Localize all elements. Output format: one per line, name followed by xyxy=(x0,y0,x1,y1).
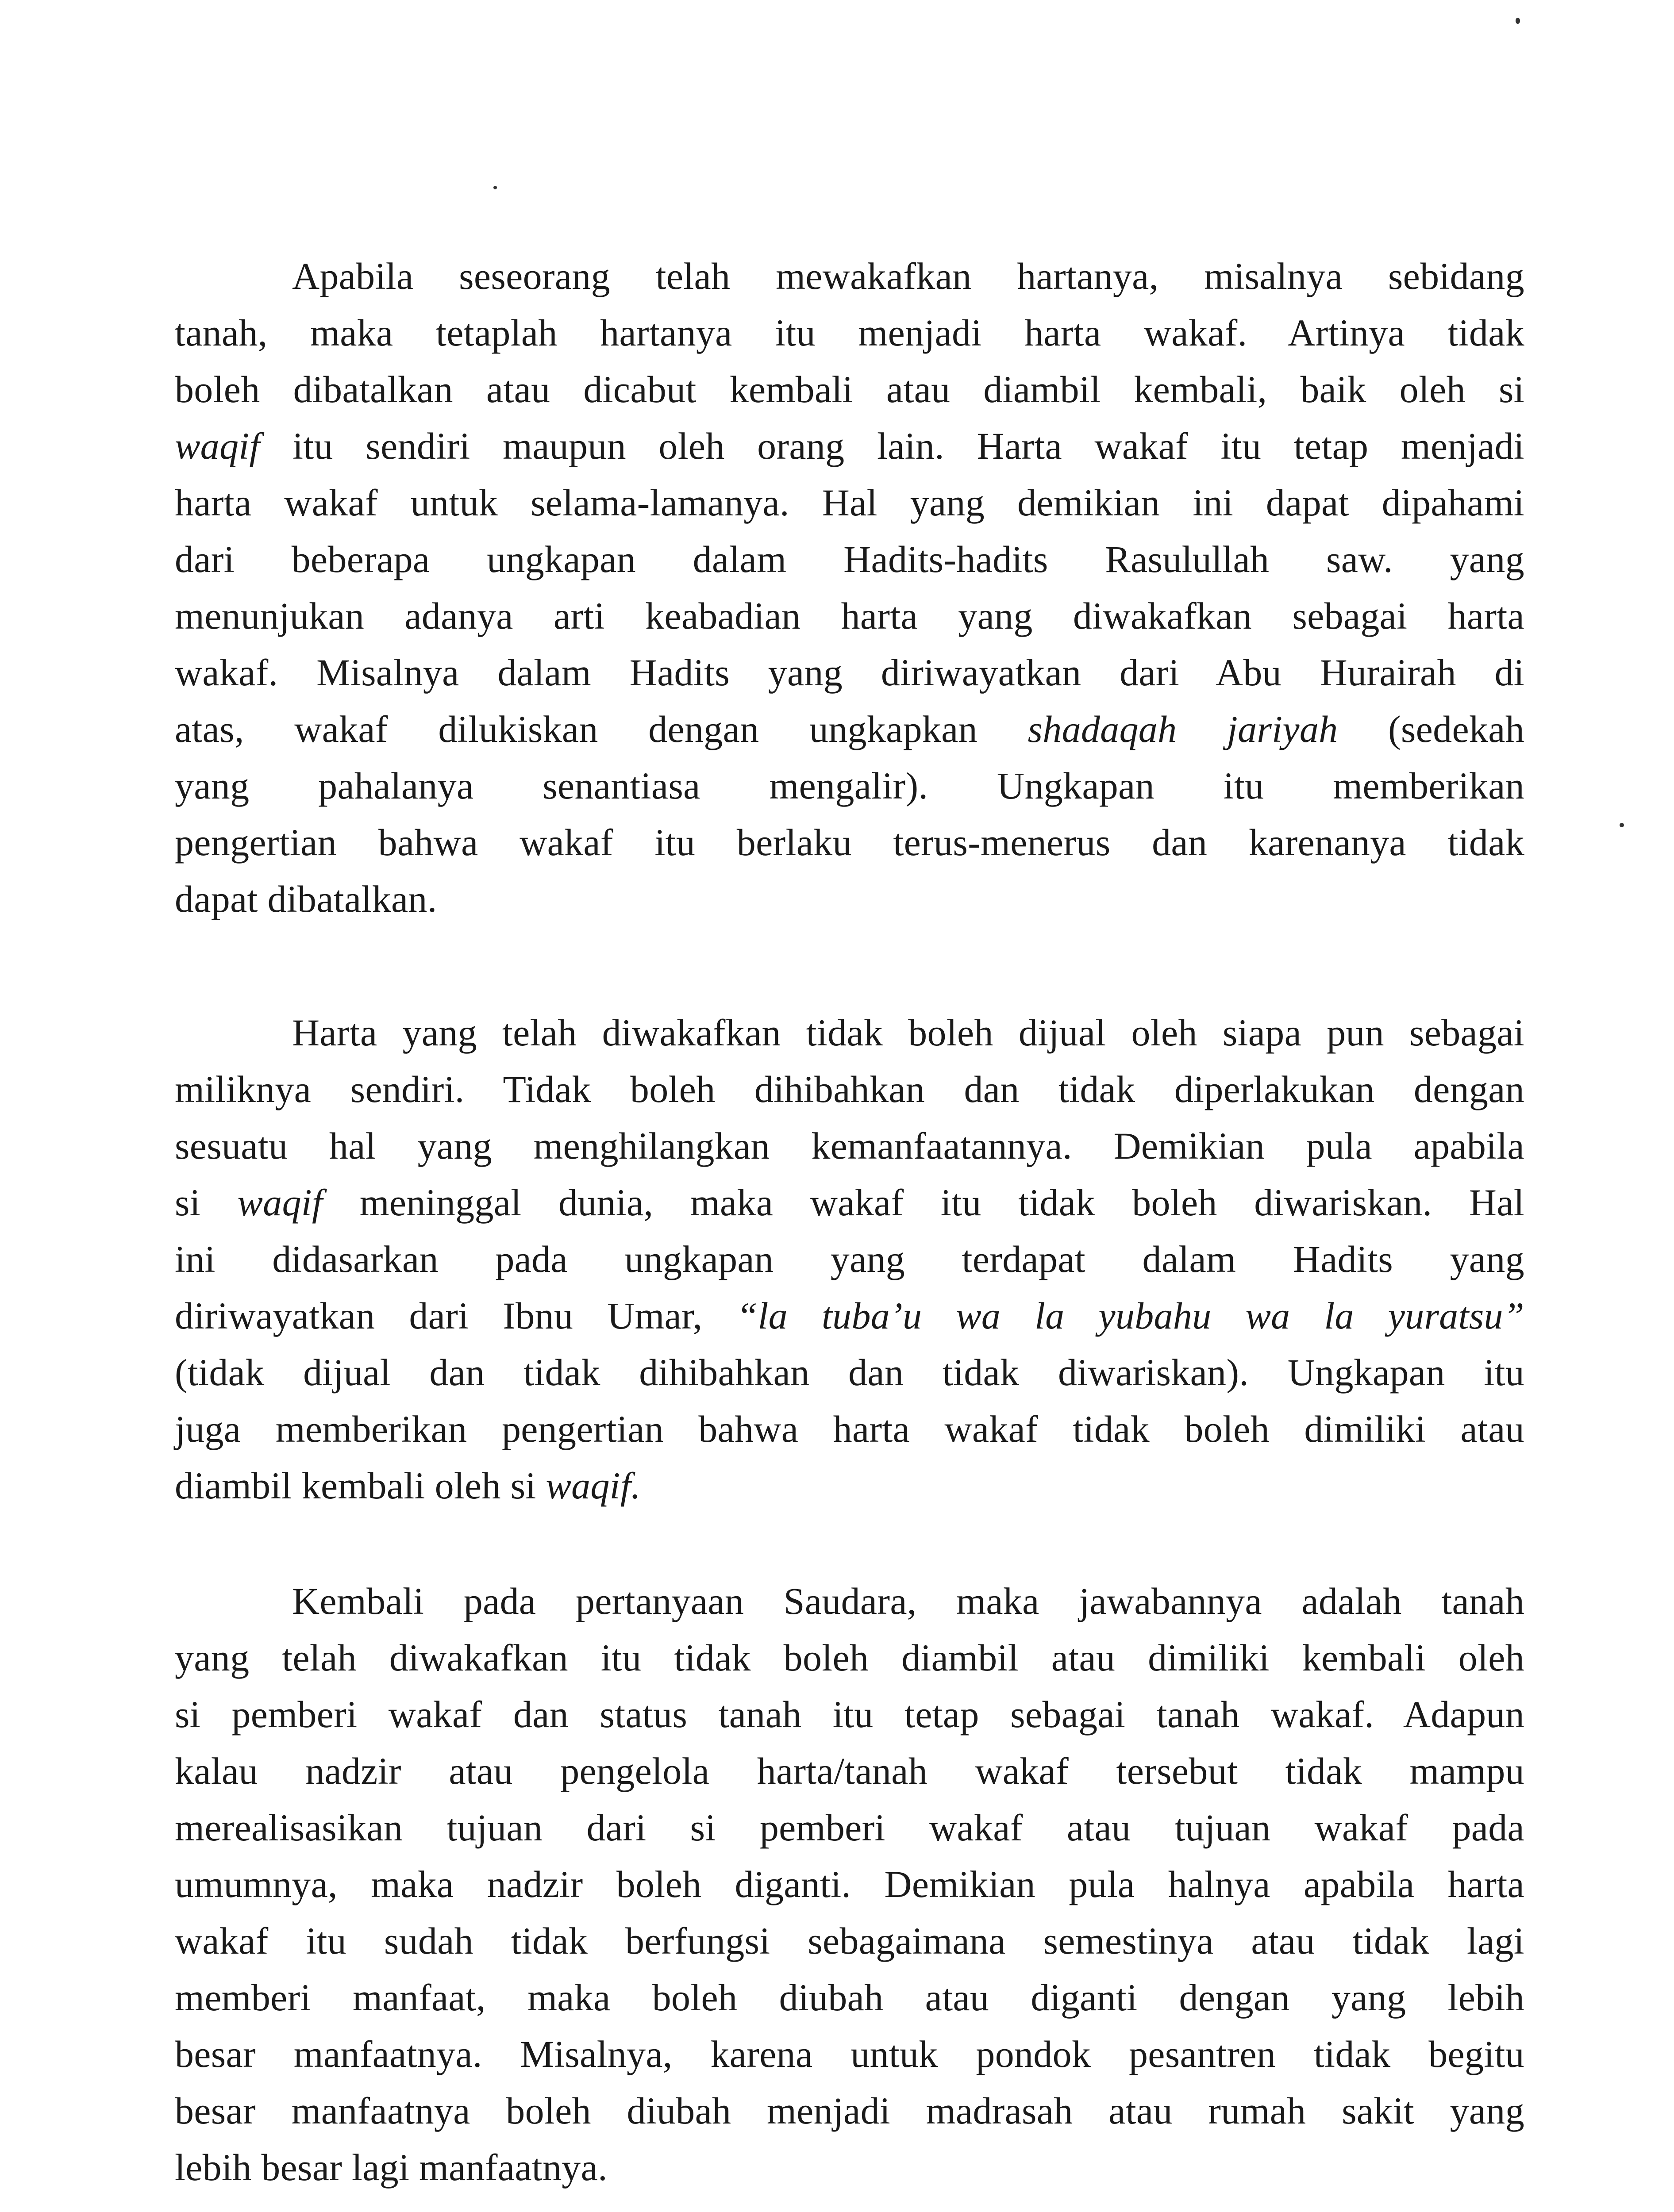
text-run: wakaf itu sudah tidak berfungsi sebagaimana semestinya atau tidak lagi xyxy=(175,1920,1524,1962)
text-line xyxy=(175,1457,1524,1514)
text-run: memberi manfaat, maka boleh diubah atau diganti dengan yang lebih xyxy=(175,1976,1524,2019)
italic-term: waqif xyxy=(175,425,260,467)
text-line xyxy=(175,2082,1524,2139)
text-run: pengertian bahwa wakaf itu berlaku terus-menerus dan karenanya tidak xyxy=(175,821,1524,864)
text-run: yang telah diwakafkan itu tidak boleh diambil atau dimiliki kembali oleh xyxy=(175,1636,1524,1679)
text-run: merealisasikan tujuan dari si pemberi wakaf atau tujuan wakaf pada xyxy=(175,1806,1524,1849)
text-line xyxy=(175,1743,1524,1799)
text-run: atas, wakaf dilukiskan dengan ungkapkan xyxy=(175,708,1028,750)
text-run: (sedekah xyxy=(1338,708,1524,750)
text-line xyxy=(175,1287,1524,1344)
text-run: tanah, maka tetaplah hartanya itu menjadi harta wakaf. Artinya tidak xyxy=(175,311,1524,354)
text-line xyxy=(175,418,1524,474)
text-run: si xyxy=(175,1181,238,1224)
text-line xyxy=(175,1629,1524,1686)
text-run: besar manfaatnya boleh diubah menjadi madrasah atau rumah sakit yang xyxy=(175,2089,1524,2132)
text-run: Kembali pada pertanyaan Saudara, maka jawabannya adalah tanah xyxy=(292,1580,1524,1622)
text-line xyxy=(175,531,1524,588)
scan-speck xyxy=(1620,823,1624,827)
text-line xyxy=(175,2139,1524,2196)
text-line xyxy=(175,1004,1524,1061)
text-run: ini didasarkan pada ungkapan yang terdapat dalam Hadits yang xyxy=(175,1238,1524,1280)
text-run: Apabila seseorang telah mewakafkan hartanya, misalnya sebidang xyxy=(292,255,1524,297)
text-run: besar manfaatnya. Misalnya, karena untuk pondok pesantren tidak begitu xyxy=(175,2033,1524,2075)
text-line xyxy=(175,871,1524,927)
text-run: boleh dibatalkan atau dicabut kembali atau diambil kembali, baik oleh si xyxy=(175,368,1524,411)
text-run: (tidak dijual dan tidak dihibahkan dan tidak diwariskan). Ungkapan itu xyxy=(175,1351,1524,1394)
text-line xyxy=(175,304,1524,361)
italic-term: waqif xyxy=(237,1181,323,1224)
text-run: meninggal dunia, maka wakaf itu tidak boleh diwariskan. Hal xyxy=(323,1181,1524,1224)
text-line xyxy=(175,248,1524,304)
text-run: Harta yang telah diwakafkan tidak boleh dijual oleh siapa pun sebagai xyxy=(292,1011,1524,1054)
text-run: itu sendiri maupun oleh orang lain. Harta wakaf itu tetap menjadi xyxy=(260,425,1524,467)
scan-speck xyxy=(493,186,497,189)
text-run: sesuatu hal yang menghilangkan kemanfaatannya. Demikian pula apabila xyxy=(175,1125,1524,1167)
text-line xyxy=(175,2026,1524,2082)
text-line xyxy=(175,757,1524,814)
text-run: menunjukan adanya arti keabadian harta yang diwakafkan sebagai harta xyxy=(175,595,1524,637)
text-run: diambil kembali oleh si xyxy=(175,1464,546,1507)
text-run: dapat dibatalkan. xyxy=(175,878,437,920)
text-run: juga memberikan pengertian bahwa harta wakaf tidak boleh dimiliki atau xyxy=(175,1408,1524,1450)
text-line xyxy=(175,701,1524,757)
text-line xyxy=(175,1912,1524,1969)
paragraph-1 xyxy=(175,248,1524,927)
text-run: wakaf. Misalnya dalam Hadits yang diriwayatkan dari Abu Hurairah di xyxy=(175,651,1524,694)
text-line xyxy=(175,1231,1524,1287)
text-line xyxy=(175,1174,1524,1231)
text-line xyxy=(175,644,1524,701)
italic-term: shadaqah jariyah xyxy=(1027,708,1338,750)
text-line xyxy=(175,1061,1524,1118)
paragraph-3 xyxy=(175,1573,1524,2196)
text-line xyxy=(175,588,1524,644)
text-line xyxy=(175,1686,1524,1743)
text-run: miliknya sendiri. Tidak boleh dihibahkan dan tidak diperlakukan dengan xyxy=(175,1068,1524,1110)
text-run: yang pahalanya senantiasa mengalir). Ungkapan itu memberikan xyxy=(175,764,1524,807)
text-run: si pemberi wakaf dan status tanah itu tetap sebagai tanah wakaf. Adapun xyxy=(175,1693,1524,1736)
text-line xyxy=(175,1969,1524,2026)
text-line xyxy=(175,1799,1524,1856)
text-line xyxy=(175,1344,1524,1401)
text-run: lebih besar lagi manfaatnya. xyxy=(175,2146,608,2189)
text-run: harta wakaf untuk selama-lamanya. Hal yang demikian ini dapat dipahami xyxy=(175,481,1524,524)
text-run: dari beberapa ungkapan dalam Hadits-hadits Rasulullah saw. yang xyxy=(175,538,1524,580)
paragraph-2 xyxy=(175,1004,1524,1514)
text-line xyxy=(175,361,1524,418)
text-run: umumnya, maka nadzir boleh diganti. Demikian pula halnya apabila harta xyxy=(175,1863,1524,1905)
italic-term: “la tuba’u wa la yubahu wa la yuratsu” xyxy=(736,1294,1524,1337)
text-line xyxy=(175,814,1524,871)
text-line xyxy=(175,1118,1524,1174)
text-line xyxy=(175,1401,1524,1457)
text-line xyxy=(175,474,1524,531)
scan-speck xyxy=(1516,18,1520,24)
text-run: kalau nadzir atau pengelola harta/tanah wakaf tersebut tidak mampu xyxy=(175,1750,1524,1792)
text-run: diriwayatkan dari Ibnu Umar, xyxy=(175,1294,737,1337)
italic-term: waqif. xyxy=(546,1464,641,1507)
text-line xyxy=(175,1573,1524,1629)
text-line xyxy=(175,1856,1524,1912)
